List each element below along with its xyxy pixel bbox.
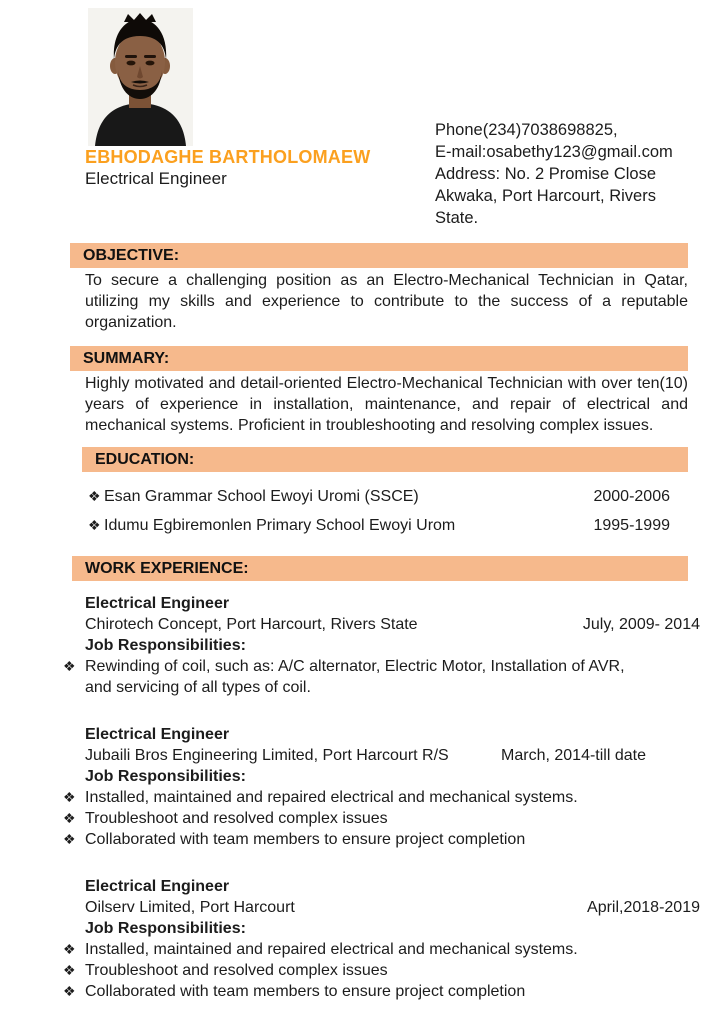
contact-block (435, 119, 673, 229)
education-years: 1995-1999 (593, 517, 670, 534)
portrait-photo-graphic (88, 8, 193, 146)
diamond-bullet-icon: ❖ (63, 658, 76, 674)
diamond-bullet-icon: ❖ (63, 941, 76, 957)
job-dates: July, 2009- 2014 (582, 616, 700, 633)
candidate-role: Electrical Engineer (85, 169, 227, 188)
contact-address-line-3: State. (435, 209, 479, 227)
work-heading-bar (72, 556, 688, 581)
job-entry (63, 724, 700, 850)
responsibility-item (63, 787, 625, 808)
education-item (88, 514, 670, 537)
diamond-bullet-icon: ❖ (63, 831, 76, 847)
responsibility-text: Collaborated with team members to ensure project completion (85, 831, 526, 848)
objective-heading: OBJECTIVE: (83, 247, 180, 264)
resume-header (0, 0, 724, 235)
diamond-bullet-icon: ❖ (63, 810, 76, 826)
summary-heading: SUMMARY: (83, 350, 170, 367)
diamond-bullet-icon: ❖ (63, 983, 76, 999)
job-responsibilities-label: Job Responsibilities: (85, 768, 246, 785)
summary-text: Highly motivated and detail-oriented Electro-Mechanical Technician with over ten(10) years of experience in installation, maintenance, and repair of electrical and mechanical systems. Proficient in troubleshooting and resolving complex issues. (85, 375, 688, 434)
education-item (88, 485, 670, 508)
section-objective (0, 243, 724, 333)
responsibility-item (63, 981, 625, 1002)
profile-photo (88, 8, 193, 146)
job-dates: March, 2014-till date (501, 747, 646, 764)
job-title: Electrical Engineer (85, 595, 230, 612)
job-company: Jubaili Bros Engineering Limited, Port Harcourt R/S (85, 747, 449, 764)
responsibility-text: Installed, maintained and repaired electrical and mechanical systems. (85, 941, 578, 958)
job-title: Electrical Engineer (85, 726, 230, 743)
job-entry (63, 593, 700, 698)
objective-text: To secure a challenging position as an Electro-Mechanical Technician in Qatar, utilizing my skills and experience to contribute to the success of a reputable organization. (85, 272, 688, 331)
job-entry (63, 876, 700, 1002)
section-work-experience (0, 556, 724, 1002)
job-company: Chirotech Concept, Port Harcourt, Rivers State (85, 616, 418, 633)
education-school: Esan Grammar School Ewoyi Uromi (SSCE) (104, 488, 419, 505)
contact-address-line-2: Akwaka, Port Harcourt, Rivers (435, 187, 656, 205)
job-company-row (85, 897, 700, 918)
responsibility-item (63, 656, 625, 698)
contact-address-line-1: Address: No. 2 Promise Close (435, 165, 657, 183)
diamond-bullet-icon: ❖ (88, 517, 101, 533)
responsibility-text: Troubleshoot and resolved complex issues (85, 810, 388, 827)
job-company: Oilserv Limited, Port Harcourt (85, 899, 295, 916)
job-title: Electrical Engineer (85, 878, 230, 895)
job-company-row (85, 614, 700, 635)
responsibility-text: Troubleshoot and resolved complex issues (85, 962, 388, 979)
section-education (0, 447, 724, 537)
contact-email: E-mail:osabethy123@gmail.com (435, 143, 673, 161)
responsibility-item (63, 829, 625, 850)
work-heading: WORK EXPERIENCE: (85, 560, 249, 577)
job-dates: April,2018-2019 (587, 899, 700, 916)
education-heading: EDUCATION: (95, 451, 195, 468)
responsibility-item (63, 808, 625, 829)
contact-phone: Phone(234)7038698825, (435, 121, 618, 139)
responsibility-text: Rewinding of coil, such as: A/C alternator, Electric Motor, Installation of AVR, and servicing of all types of coil. (85, 658, 625, 696)
section-summary (0, 346, 724, 436)
job-company-row (85, 745, 700, 766)
education-list (0, 485, 724, 537)
diamond-bullet-icon: ❖ (88, 488, 101, 504)
job-responsibilities-label: Job Responsibilities: (85, 637, 246, 654)
education-school: Idumu Egbiremonlen Primary School Ewoyi Urom (104, 517, 456, 534)
diamond-bullet-icon: ❖ (63, 789, 76, 805)
education-years: 2000-2006 (593, 488, 670, 505)
candidate-name: EBHODAGHE BARTHOLOMAEW (85, 147, 371, 167)
summary-heading-bar (70, 346, 688, 371)
responsibility-item (63, 939, 625, 960)
responsibility-item (63, 960, 625, 981)
job-responsibilities-label: Job Responsibilities: (85, 920, 246, 937)
education-heading-bar (82, 447, 688, 472)
diamond-bullet-icon: ❖ (63, 962, 76, 978)
responsibility-text: Collaborated with team members to ensure project completion (85, 983, 526, 1000)
responsibility-text: Installed, maintained and repaired electrical and mechanical systems. (85, 789, 578, 806)
objective-heading-bar (70, 243, 688, 268)
